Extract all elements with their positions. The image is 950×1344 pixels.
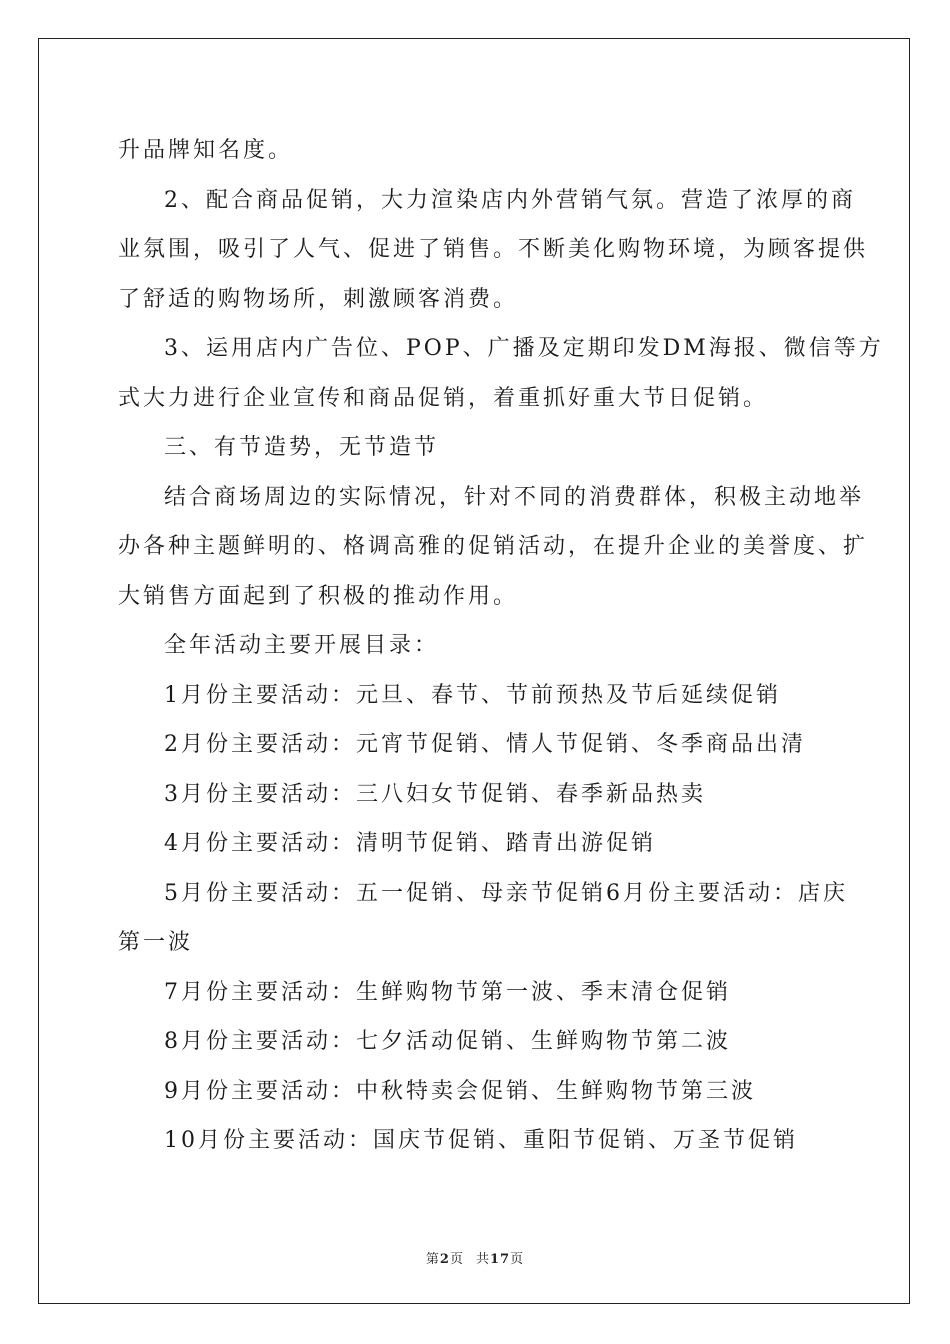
list-item: 9月份主要活动：中秋特卖会促销、生鲜购物节第三波: [164, 1078, 756, 1104]
text-line: 式大力进行企业宣传和商品促销，着重抓好重大节日促销。: [118, 385, 769, 411]
page-suffix: 页: [449, 1252, 464, 1267]
text-line: 结合商场周边的实际情况，针对不同的消费群体，积极主动地举: [164, 484, 865, 510]
list-item: 7月份主要活动：生鲜购物节第一波、季末清仓促销: [164, 979, 731, 1005]
total-prefix: 共: [475, 1252, 490, 1267]
page-number: 2: [439, 1252, 450, 1267]
text-line: 3、运用店内广告位、POP、广播及定期印发DM海报、微信等方: [164, 336, 884, 361]
text-line: 办各种主题鲜明的、格调高雅的促销活动，在提升企业的美誉度、扩: [118, 534, 869, 559]
list-item: 3月份主要活动：三八妇女节促销、春季新品热卖: [164, 781, 706, 807]
text-line: 了舒适的购物场所，刺激顾客消费。: [118, 286, 519, 312]
page-prefix: 第: [425, 1252, 440, 1267]
page-footer: [0, 1248, 950, 1267]
total-suffix: 页: [510, 1252, 525, 1267]
list-item: 5月份主要活动：五一促销、母亲节促销6月份主要活动：店庆: [164, 880, 848, 906]
list-item: 10月份主要活动：国庆节促销、重阳节促销、万圣节促销: [164, 1128, 798, 1153]
list-item: 1月份主要活动：元旦、春节、节前预热及节后延续促销: [164, 682, 781, 708]
list-item: 8月份主要活动：七夕活动促销、生鲜购物节第二波: [164, 1029, 731, 1054]
text-line: 升品牌知名度。: [118, 138, 294, 163]
list-heading: 全年活动主要开展目录：: [164, 633, 440, 658]
list-item: 2月份主要活动：元宵节促销、情人节促销、冬季商品出清: [164, 732, 806, 757]
text-line: 大销售方面起到了积极的推动作用。: [118, 583, 519, 609]
document-body: [118, 126, 884, 1166]
list-item-continuation: 第一波: [118, 930, 194, 955]
text-line: 业氛围，吸引了人气、促进了销售。不断美化购物环境，为顾客提供: [118, 237, 869, 262]
list-item: 4月份主要活动：清明节促销、踏青出游促销: [164, 831, 656, 856]
section-heading: 三、有节造势，无节造节: [164, 435, 440, 460]
text-line: 2、配合商品促销，大力渲染店内外营销气氛。营造了浓厚的商: [164, 187, 856, 213]
total-pages: 17: [489, 1252, 511, 1267]
